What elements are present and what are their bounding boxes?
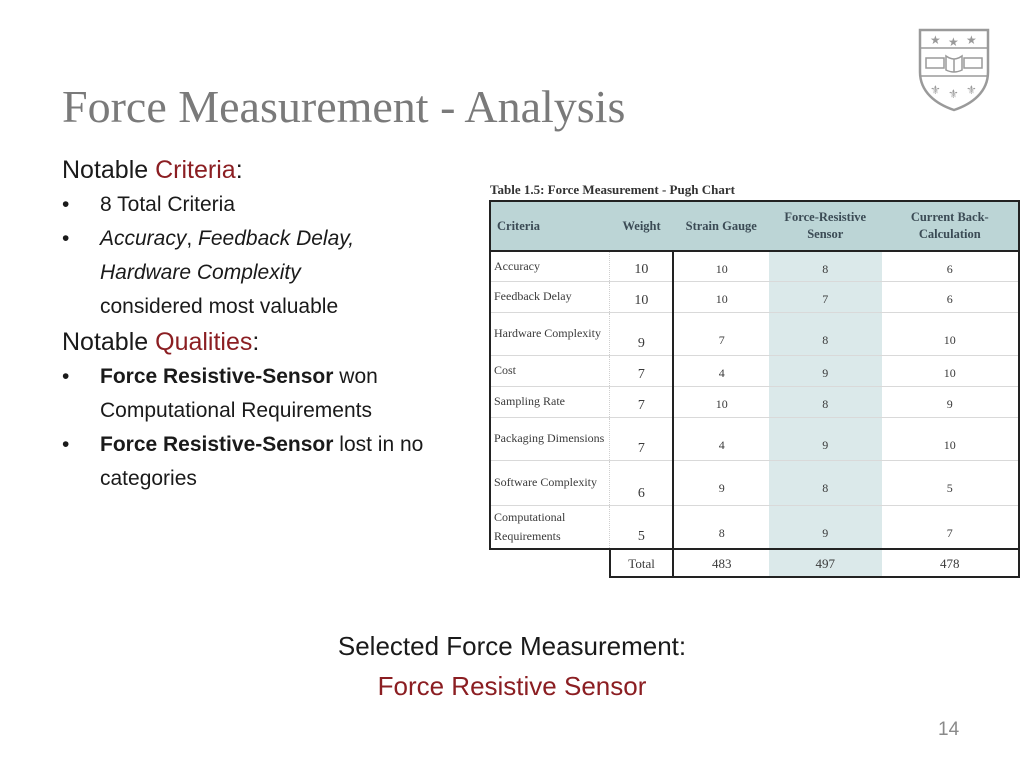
weight-cell: 5: [610, 505, 674, 549]
qualities-accent: Qualities: [155, 328, 253, 356]
strain-gauge-cell: 10: [673, 281, 769, 312]
selected-label: Selected Force Measurement:: [337, 631, 687, 661]
strain-gauge-cell: 4: [673, 417, 769, 460]
bullet-feedback-delay: Feedback Delay,: [198, 227, 355, 250]
bullet-fsr-won-rest: won Computational Requirements: [100, 365, 378, 422]
table-row: [490, 460, 1019, 505]
bullet-valuable-criteria: [62, 222, 482, 324]
university-shield-crest-icon: [916, 26, 992, 112]
weight-cell: 7: [610, 355, 674, 386]
qualities-heading: [62, 324, 482, 360]
fsr-cell: 7: [769, 281, 882, 312]
back-calc-cell: 10: [882, 417, 1019, 460]
svg-text:⚜: ⚜: [966, 83, 977, 97]
criteria-bullets: [62, 188, 482, 324]
criteria-cell: Feedback Delay: [490, 281, 610, 312]
table-row: [490, 281, 1019, 312]
criteria-heading-text: Notable: [62, 156, 156, 184]
pugh-chart-table: [489, 200, 1020, 578]
total-back-calc: 478: [882, 549, 1019, 577]
table-row: [490, 386, 1019, 417]
fsr-cell: 8: [769, 312, 882, 355]
fsr-cell: 8: [769, 386, 882, 417]
criteria-heading: [62, 152, 482, 188]
back-calc-cell: 10: [882, 355, 1019, 386]
header-weight: Weight: [610, 201, 674, 251]
selected-summary: [0, 626, 1024, 706]
qualities-heading-text: Notable: [62, 328, 156, 356]
notes-panel: [62, 152, 482, 496]
back-calc-cell: 6: [882, 251, 1019, 281]
header-criteria: Criteria: [490, 201, 610, 251]
criteria-accent: Criteria: [155, 156, 236, 184]
total-fsr: 497: [769, 549, 882, 577]
table-row: [490, 505, 1019, 549]
strain-gauge-cell: 10: [673, 251, 769, 281]
fsr-cell: 9: [769, 505, 882, 549]
back-calc-cell: 9: [882, 386, 1019, 417]
bullet-considered: considered most valuable: [100, 295, 339, 318]
svg-text:★: ★: [948, 35, 959, 49]
bullet-fsr-won-bold: Force Resistive-Sensor: [100, 365, 334, 388]
back-calc-cell: 5: [882, 460, 1019, 505]
header-strain-gauge: Strain Gauge: [673, 201, 769, 251]
back-calc-cell: 10: [882, 312, 1019, 355]
fsr-cell: 8: [769, 251, 882, 281]
bullet-comma: ,: [186, 227, 199, 250]
bullet-fsr-lost-bold: Force Resistive-Sensor: [100, 433, 334, 456]
svg-text:⚜: ⚜: [930, 83, 941, 97]
criteria-colon: :: [235, 156, 243, 184]
bullet-fsr-lost-rest: lost in no categories: [100, 433, 424, 490]
total-label: Total: [610, 549, 674, 577]
table-header-row: [490, 201, 1019, 251]
criteria-cell: Hardware Complexity: [490, 312, 610, 355]
svg-text:★: ★: [930, 33, 941, 47]
page-number: 14: [938, 719, 960, 740]
strain-gauge-cell: 7: [673, 312, 769, 355]
fsr-cell: 9: [769, 355, 882, 386]
strain-gauge-cell: 4: [673, 355, 769, 386]
criteria-cell: Computational Requirements: [490, 505, 610, 549]
bullet-fsr-lost: [62, 428, 482, 496]
criteria-cell: Sampling Rate: [490, 386, 610, 417]
table-caption: Table 1.5: Force Measurement - Pugh Chart: [490, 182, 735, 197]
strain-gauge-cell: 9: [673, 460, 769, 505]
criteria-cell: Packaging Dimensions: [490, 417, 610, 460]
slide-title: Force Measurement - Analysis: [62, 81, 626, 132]
weight-cell: 10: [610, 251, 674, 281]
bullet-accuracy: Accuracy: [100, 227, 187, 250]
strain-gauge-cell: 8: [673, 505, 769, 549]
header-current-back-calculation: Current Back-Calculation: [882, 201, 1019, 251]
weight-cell: 7: [610, 417, 674, 460]
fsr-cell: 8: [769, 460, 882, 505]
criteria-cell: Cost: [490, 355, 610, 386]
weight-cell: 6: [610, 460, 674, 505]
bullet-fsr-won: [62, 360, 482, 428]
bullet-total-criteria: • 8 Total Criteria: [62, 188, 482, 222]
svg-text:⚜: ⚜: [948, 87, 959, 101]
svg-text:★: ★: [966, 33, 977, 47]
weight-cell: 9: [610, 312, 674, 355]
strain-gauge-cell: 10: [673, 386, 769, 417]
weight-cell: 7: [610, 386, 674, 417]
header-force-resistive-sensor: Force-Resistive Sensor: [769, 201, 882, 251]
table-row: [490, 251, 1019, 281]
qualities-bullets: [62, 360, 482, 496]
table-row: [490, 417, 1019, 460]
bullet-hardware-complexity: Hardware Complexity: [100, 261, 301, 284]
total-strain-gauge: 483: [673, 549, 769, 577]
back-calc-cell: 7: [882, 505, 1019, 549]
criteria-cell: Accuracy: [490, 251, 610, 281]
selected-value: Force Resistive Sensor: [377, 671, 647, 701]
weight-cell: 10: [610, 281, 674, 312]
table-total-row: [490, 549, 1019, 577]
table-row: [490, 312, 1019, 355]
fsr-cell: 9: [769, 417, 882, 460]
back-calc-cell: 6: [882, 281, 1019, 312]
table-row: [490, 355, 1019, 386]
qualities-colon: :: [252, 328, 260, 356]
total-blank-cell: [490, 549, 610, 577]
criteria-cell: Software Complexity: [490, 460, 610, 505]
